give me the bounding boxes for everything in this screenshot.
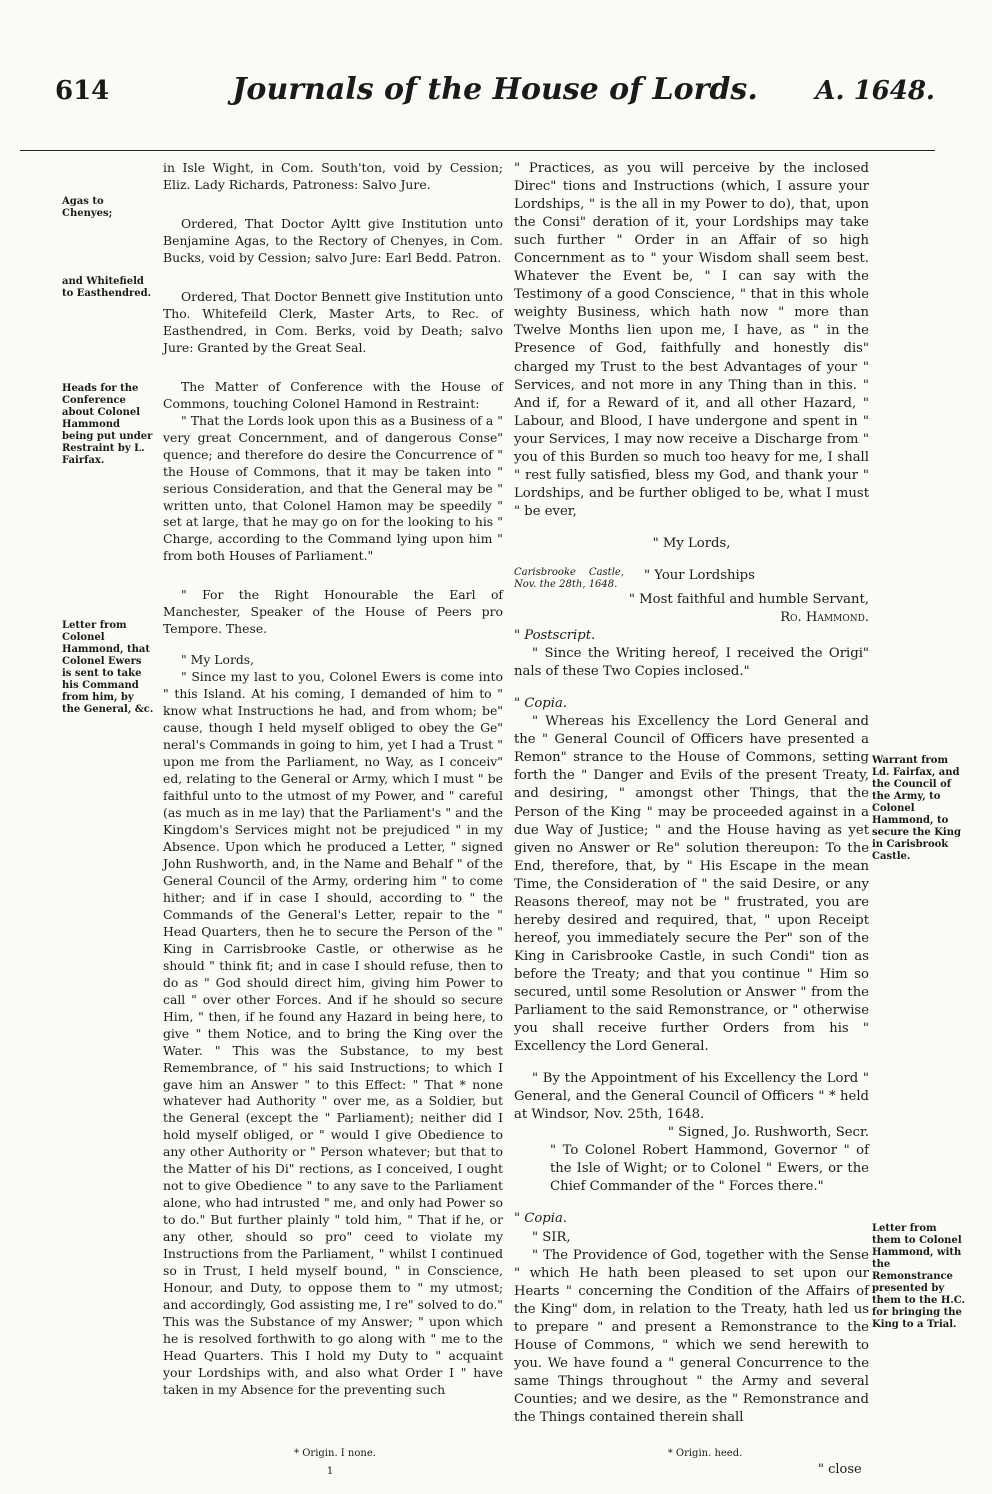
copia-label: " Copia. (514, 696, 568, 712)
paragraph: Ordered, That Doctor Bennett give Institution unto Tho. Whitefeild Clerk, Master Arts, to Rec. of Easthendred, in Com. Berks, void by Death; salvo Jure: Granted by the Great Seal. (163, 288, 503, 355)
paragraph: " The Providence of God, together with the Sense " which He hath been pleased to set upon our Hearts " concerning the Condition of the Affairs of the King" dom, in relation to the Treaty, hath led us to prepare " and present a Remonstrance to the House of Commons, " which we send herewith to you. We have found a " general Concurrence to the same Things throughout " the Army and several Counties; and we desire, as the " Remonstrance and the Things contained therein shall (514, 1247, 869, 1425)
dateline: Carisbrooke Castle, Nov. the 28th, 1648. (514, 566, 624, 590)
right-column (514, 160, 869, 1427)
page-header (55, 72, 935, 116)
margin-note-heads-conference: Heads for the Conference about Colonel Hammond being put under Restraint by L. Fairfax. (62, 383, 153, 466)
running-title: Journals of the House of Lords. (232, 72, 758, 107)
margin-note-agas: Agas to Chenyes; (62, 196, 113, 219)
paragraph: The Matter of Conference with the House of Commons, touching Colonel Hamond in Restraint: (163, 378, 503, 411)
left-column (163, 160, 503, 1399)
margin-note-warrant: Warrant from Ld. Fairfax, and the Council of the Army, to Colonel Hammond, to secure the King in Carisbrook Castle. (872, 755, 961, 862)
page-number: 614 (55, 76, 110, 106)
address: " To Colonel Robert Hammond, Governor " of the Isle of Wight; or to Colonel " Ewers, or the Chief Commander of the " Forces there." (550, 1143, 869, 1195)
paragraph: " By the Appointment of his Excellency the Lord " General, and the General Council of Officers " * held at Windsor, Nov. 25th, 1648. (514, 1071, 869, 1123)
salutation: " SIR, (532, 1229, 571, 1245)
paragraph: Ordered, That Doctor Ayltt give Institution unto Benjamine Agas, to the Rectory of Chenyes, in Com. Bucks, void by Cession; salvo Jure: Earl Bedd. Patron. (163, 215, 503, 265)
paragraph: " Since the Writing hereof, I received the Origi" nals of these Two Copies inclosed." (514, 646, 869, 680)
salutation: " My Lords, (181, 652, 255, 668)
paragraph: " Whereas his Excellency the Lord General and the " General Council of Officers have presented a Remon" strance to the House of Commons, setting forth the " Danger and Evils of the present Treaty, and desiring, " amongst other Things, that the Person of the King " may be proceeded against in a due Way of Justice; " and the House having as yet given no Answer or Re" solution thereupon: To the End, therefore, that, by " His Escape in the mean Time, the Consideration of " the said Desire, or any Reasons thereof, may not be " frustrated, you are hereby desired and required, that, " upon Receipt hereof, you immediately secure the Per" son of the King in Carisbrooke Castle, in such Condi" tion as before the Treaty; and that you continue " Him so secured, until some Resolution or Answer " from the Parliament to the said Remonstrance, or " otherwise you shall receive further Orders from his " Excellency the Lord General. (514, 714, 869, 1055)
subscription: " Your Lordships (644, 567, 755, 583)
copia-label: " Copia. (514, 1211, 568, 1227)
paragraph: in Isle Wight, in Com. South'ton, void by Cession; Eliz. Lady Richards, Patroness: Salvo Jure. (163, 160, 503, 192)
salutation: " My Lords, (652, 535, 731, 551)
year: A. 1648. (815, 76, 935, 106)
paragraph: " That the Lords look upon this as a Business of a " very great Concernment, and of dangerous Conse" quence; and therefore do desire the Concurrence of " the House of Commons, that it may be taken into " serious Consideration, and that the General may be " written unto, that Colonel Hamon may be speedily " set at large, that he may go on for the looking to his " Charge, according to the Command lying upon him " from both Houses of Parliament." (163, 412, 503, 564)
margin-note-whitefield: and Whitefield to Easthendred. (62, 276, 152, 299)
paragraph: " Since my last to you, Colonel Ewers is come into " this Island. At his coming, I demanded of him to " know what Instructions he had, and from whom; be" cause, though I held myself obliged to obey the Ge" neral's Commands in going to him, yet I had a Trust " upon me from the Parliament, no Way, as I conceiv" ed, relating to the General or Army, which I must " be faithful unto to the utmost of my Power, and " careful (as much as in me lay) that the Parliament's " and the Kingdom's Services might not be prejudiced " in my Absence. Upon which he produced a Letter, " signed John Rushworth, and, in the Name and Behalf " of the General Council of the Army, ordering him " to come hither; and if in case I should, according to " the Commands of the General's Letter, repair to the " Head Quarters, then he to secure the Person of the " King in Carrisbrooke Castle, or otherwise as he should " think fit; and in case I should refuse, then to do as " God should direct him, giving him Power to call " over other Forces. And if he should so secure Him, " then, if he found any Hazard in being here, to give " them Notice, and to bring the King over the Water. " This was the Substance, to my best Remembrance, of " his said Instructions; to which I gave him an Answer " to this Effect: " That * none whatever had Authority " over me, as a Soldier, but the General (except the " Parliament); neither did I hold myself obliged, or " would I give Obedience to any other Authority or " Person whatever; but that to the Matter of his Di" rections, as I conceived, I ought not to give Obedience " to any save to the Parliament alone, who had intrusted " me, and only had Power so to do." But further plainly " told him, " That if he, or any other, should so pro" ceed to violate my Instructions from the Parliament, " whilst I continued so in Trust, I held myself bound, " in Conscience, Honour, and Duty, to oppose them to " my utmost; and accordingly, God assisting me, I re" solved to do." This was the Substance of my Answer; " upon which he is resolved forthwith to go along with " me to the Head Quarters. This I hold my Duty to " acquaint your Lordships with, and also what Order I " have taken in my Absence for the preventing such (163, 669, 503, 1397)
footnote-left: * Origin. I none. (294, 1448, 376, 1459)
margin-note-letter-remonstrance: Letter from them to Colonel Hammond, with the Remonstrance presented by them to the H.C. for bringing the King to a Trial. (872, 1223, 966, 1330)
paragraph: " Practices, as you will perceive by the inclosed Direc" tions and Instructions (which, I assure your Lordships, " is the all in my Power to do), that, upon the Consi" deration of it, your Lordships may take such further " Order in an Affair of so high Concernment as to " your Wisdom shall seem best. Whatever the Event be, " I can say with the Testimony of a good Conscience, " that in this whole weighty Business, which hath now " more than Twelve Months lien upon me, I have, as " in the Presence of God, faithfully and honestly dis" charged my Trust to the best Advantages of your " Services, and not more in any Thing than in this. " And if, for a Reward of it, and all other Hazard, " Labour, and Blood, I have undergone and spent in " your Services, I may now receive a Discharge from " you of this Burden so much too heavy for me, I shall " rest fully satisfied, bless my God, and thank your " Lordships, and be further obliged to be, what I must " be ever, (514, 161, 869, 519)
margin-note-letter-hammond: Letter from Colonel Hammond, that Colonel Ewers is sent to take his Command from him, by the General, &c. (62, 620, 154, 715)
postscript-label: " Postscript. (514, 628, 596, 644)
letter-address: " For the Right Honourable the Earl of Manchester, Speaker of the House of Peers pro Tempore. These. (163, 587, 503, 637)
header-rule (20, 150, 935, 151)
signature: " Signed, Jo. Rushworth, Secr. (667, 1125, 869, 1141)
footnote-right: * Origin. heed. (667, 1448, 743, 1459)
signature-mark: 1 (326, 1466, 334, 1477)
catchword: " close (818, 1462, 862, 1477)
signature: Ro. Hammond. (780, 610, 869, 626)
subscription: " Most faithful and humble Servant, (628, 591, 869, 607)
